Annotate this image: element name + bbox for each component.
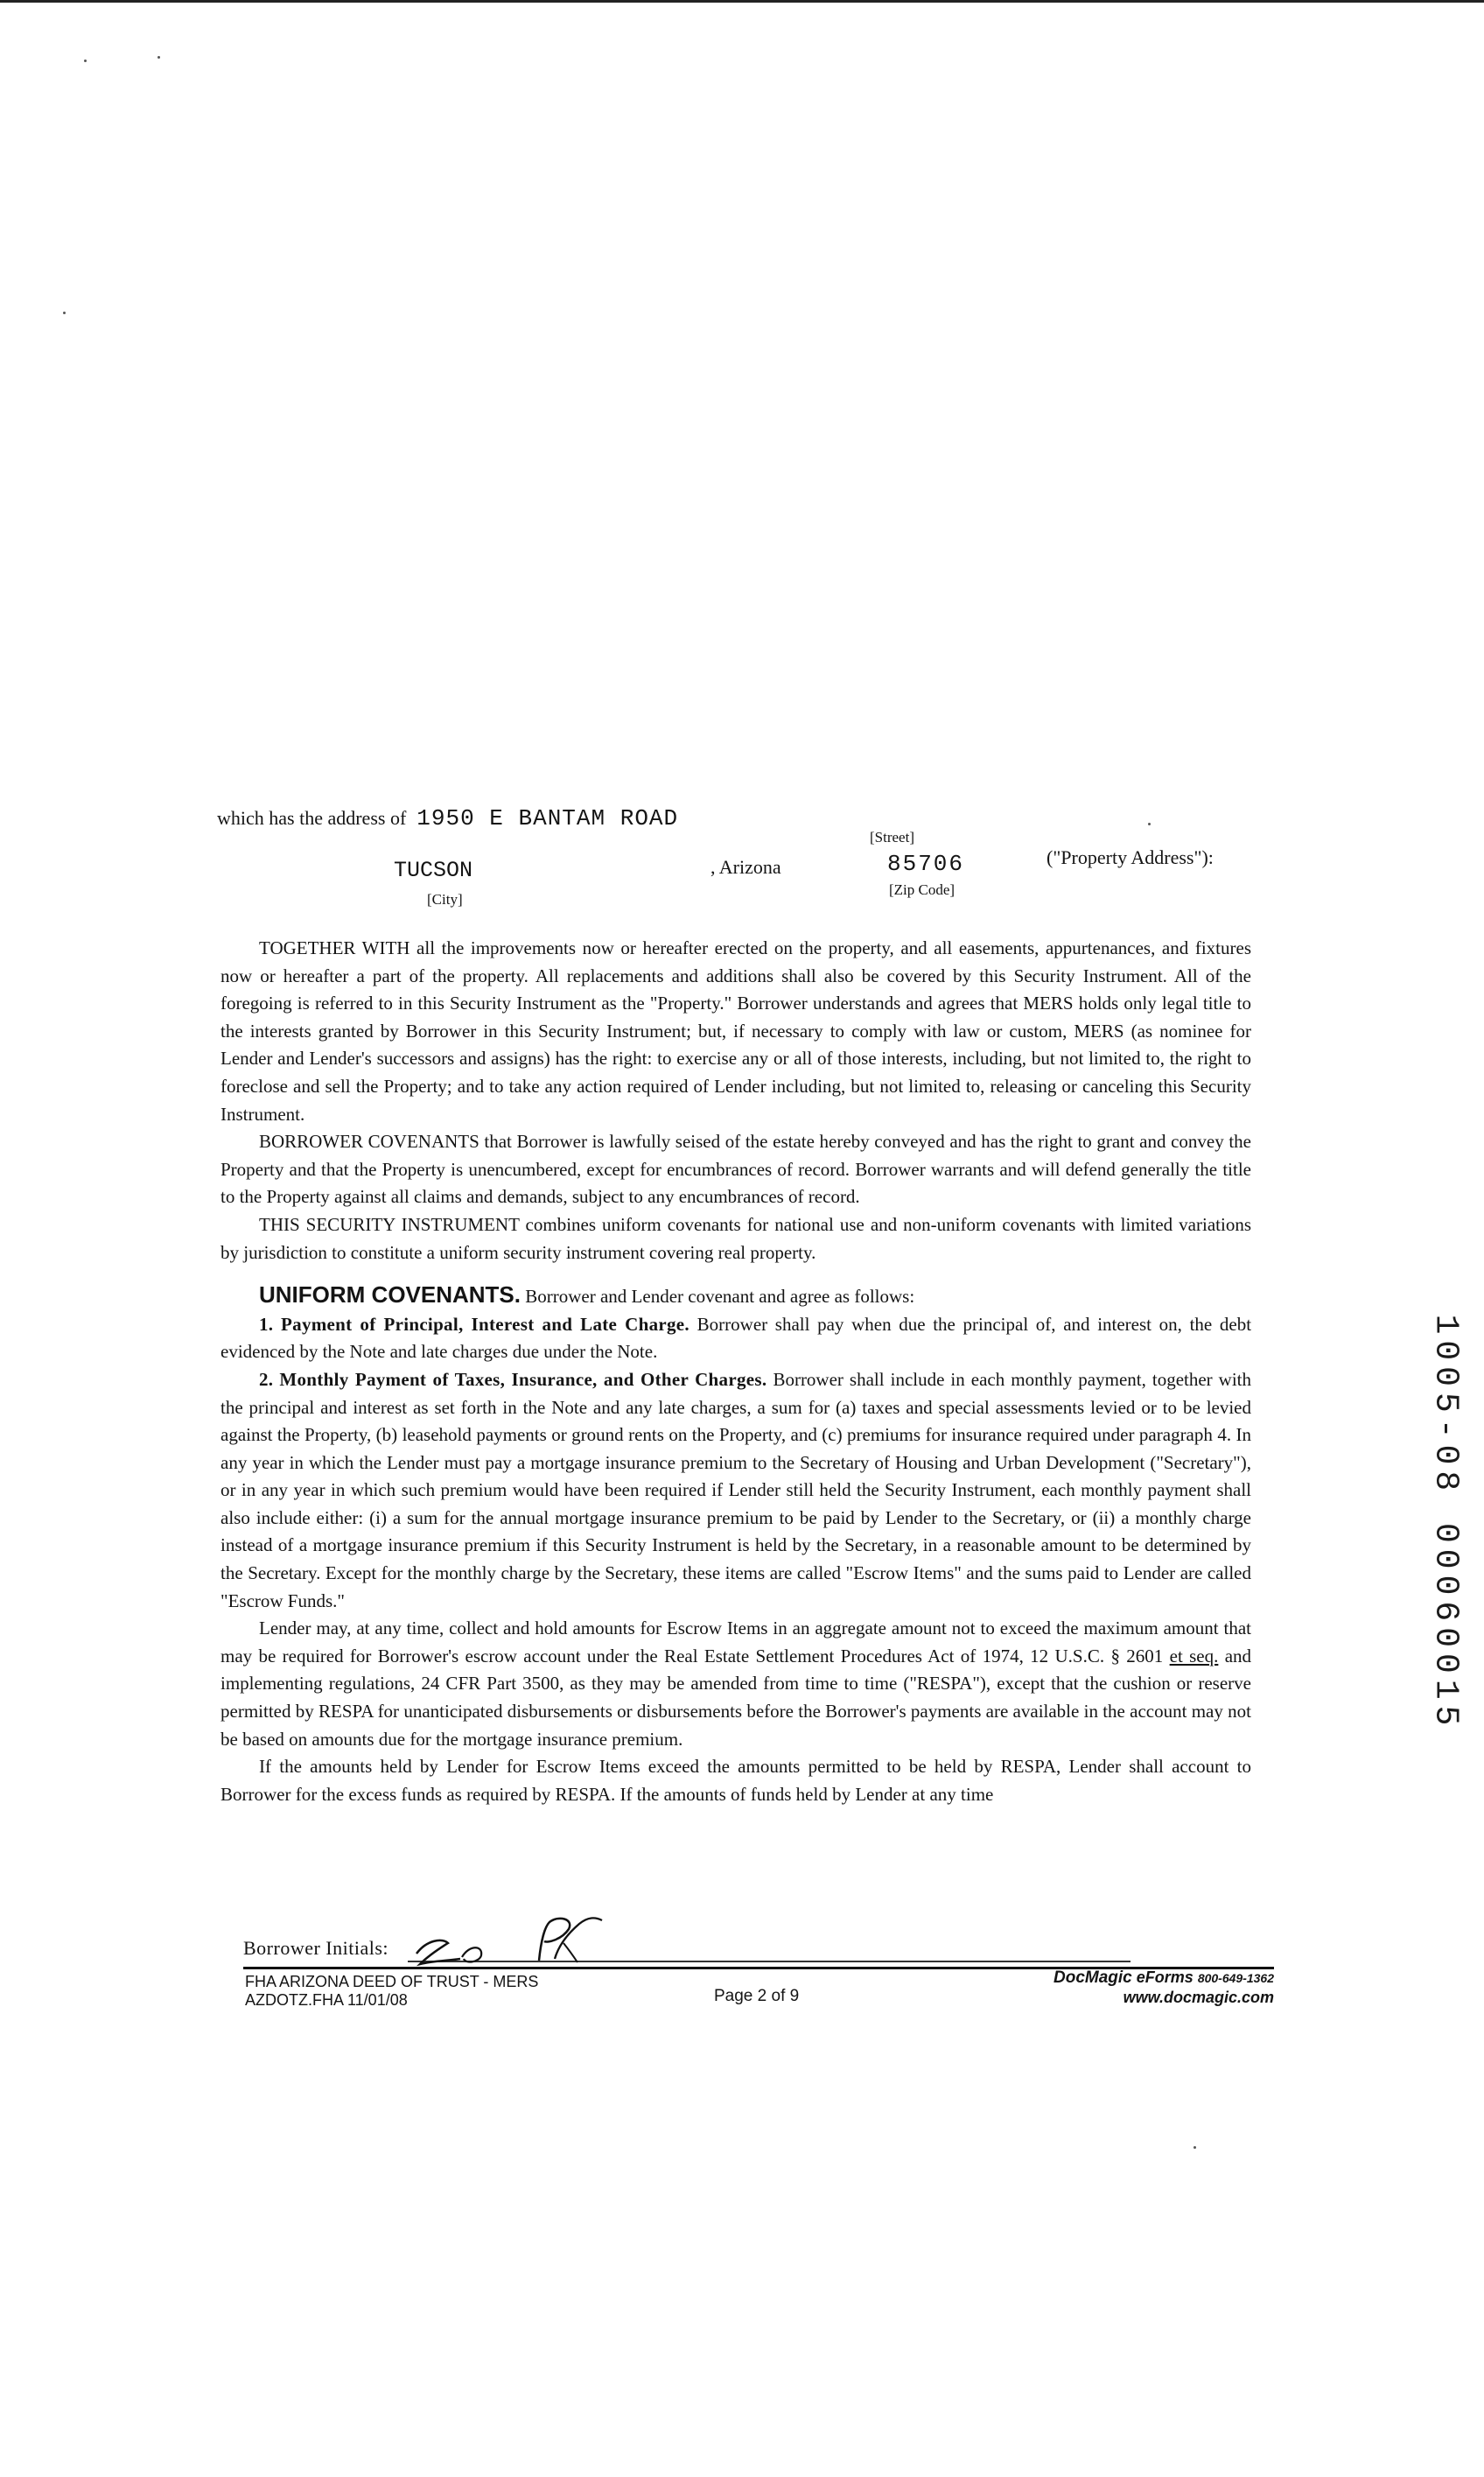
state-value: , Arizona bbox=[710, 856, 781, 878]
vendor-info bbox=[936, 1968, 1274, 2007]
covenant-1-text: Borrower shall pay when due the principal of, and interest on, the debt evidenced by the Note and late charges due under the Note. bbox=[220, 1313, 1252, 1363]
city-label: [City] bbox=[427, 891, 463, 908]
city-value: TUCSON bbox=[394, 858, 473, 883]
security-instrument-paragraph: THIS SECURITY INSTRUMENT combines uniform covenants for national use and non-uniform covenants with limited variations by jurisdiction to constitute a uniform security instrument covering real property. bbox=[220, 1213, 1251, 1263]
margin-recording-stamp: 1005-08 00060015 bbox=[1426, 1314, 1465, 1732]
lender-may-text-b: and implementing regulations, 24 CFR Part 3500, as they may be amended from time to time ("RESPA"), except that the cushion or reserve permitted by RESPA for unanticipated disbursements or disbursements before the Borrower's payments are available in the account may not be based on amounts due for the mortgage insurance premium. bbox=[220, 1645, 1252, 1750]
address-intro: which has the address of bbox=[217, 807, 407, 829]
scan-speck bbox=[84, 60, 87, 62]
covenant-2-text: Borrower shall include in each monthly payment, together with the principal and interest as set forth in the Note and any late charges, a sum for (a) taxes and special assessments levied or to be levied against the Property, (b) leasehold payments or ground rents on the Property, and (c) premiums for insurance required under paragraph 4. In any year in which the Lender must pay a mortgage insurance premium to the Secretary of Housing and Urban Development ("Secretary"), or in any year in which such premium would have been required if Lender still held the Security Instrument, each monthly payment shall also include either: (i) a sum for the annual mortgage insurance premium to be paid by Lender to the Secretary, or (ii) a monthly charge instead of a mortgage insurance premium if this Security Instrument is held by the Secretary, in a reasonable amount to be determined by the Secretary. Except for the monthly charge by the Secretary, these items are called "Escrow Items" and the sums paid to Lender are called "Escrow Funds." bbox=[220, 1368, 1252, 1611]
et-seq-text: et seq. bbox=[1169, 1645, 1219, 1667]
vendor-brand-forms: eForms bbox=[1136, 1968, 1194, 1986]
top-edge-line bbox=[0, 0, 1484, 3]
zip-value: 85706 bbox=[887, 851, 965, 877]
street-label: [Street] bbox=[870, 829, 914, 846]
lender-may-paragraph bbox=[220, 1615, 1251, 1753]
covenant-2-title: Monthly Payment of Taxes, Insurance, and Other Charges. bbox=[279, 1368, 767, 1390]
street-value: 1950 E BANTAM ROAD bbox=[416, 805, 679, 832]
uniform-covenants-intro: Borrower and Lender covenant and agree as follows: bbox=[525, 1286, 915, 1308]
vendor-phone: 800-649-1362 bbox=[1197, 1971, 1274, 1985]
property-address-label: ("Property Address"): bbox=[1046, 846, 1214, 868]
borrower-covenants-paragraph: BORROWER COVENANTS that Borrower is lawfully seised of the estate hereby conveyed and has the right to grant and convey the Property and that the Property is unencumbered, except for encumbrances of record. Borrower warrants and will defend generally the title to the Property against all claims and demands, subject to any encumbrances of record. bbox=[220, 1131, 1251, 1208]
page-number: Page 2 of 9 bbox=[714, 1987, 800, 2005]
scan-speck bbox=[1194, 2146, 1196, 2149]
zip-label: [Zip Code] bbox=[889, 881, 956, 898]
covenant-2 bbox=[220, 1366, 1251, 1615]
borrower-initials-label: Borrower Initials: bbox=[243, 1937, 389, 1959]
form-code: AZDOTZ.FHA 11/01/08 bbox=[245, 1991, 408, 2009]
form-name: FHA ARIZONA DEED OF TRUST - MERS bbox=[245, 1973, 539, 1990]
scan-speck bbox=[158, 56, 160, 59]
together-with-paragraph: TOGETHER WITH all the improvements now or hereafter erected on the property, and all easements, appurtenances, and fixtures now or hereafter a part of the property. All replacements and additions shall also be covered by this Security Instrument. All of the foregoing is referred to in this Security Instrument as the "Property." Borrower understands and agrees that MERS holds only legal title to the interests granted by Borrower in this Security Instrument; but, if necessary to comply with law or custom, MERS (as nominee for Lender and Lender's successors and assigns) has the right: to exercise any or all of those interests, including, but not limited to, the right to foreclose and sell the Property; and to take any action required of Lender including, but not limited to, releasing or canceling this Security Instrument. bbox=[220, 937, 1251, 1125]
covenant-1-title: Payment of Principal, Interest and Late Charge. bbox=[281, 1313, 690, 1335]
form-info bbox=[245, 1973, 538, 2010]
vendor-brand: DocMagic bbox=[1054, 1968, 1132, 1987]
covenant-2-number: 2. bbox=[259, 1368, 274, 1390]
uniform-covenants-heading bbox=[220, 1281, 1251, 1311]
address-line bbox=[217, 805, 678, 832]
uniform-covenants-title: UNIFORM COVENANTS. bbox=[259, 1281, 521, 1309]
if-amounts-paragraph: If the amounts held by Lender for Escrow Items exceed the amounts permitted to be held by RESPA, Lender shall account to Borrower for the excess funds as required by RESPA. If the amounts of funds held by Lender at any time bbox=[220, 1756, 1251, 1805]
lender-may-text-a: Lender may, at any time, collect and hold amounts for Escrow Items in an aggregate amount not to exceed the maximum amount that may be required for Borrower's escrow account under the Real Estate Settlement Procedures Act of 1974, 12 U.S.C. § 2601 bbox=[220, 1617, 1251, 1667]
scan-speck bbox=[63, 312, 66, 314]
vendor-website: www.docmagic.com bbox=[1123, 1989, 1274, 2006]
covenant-1 bbox=[220, 1311, 1251, 1366]
covenant-1-number: 1. bbox=[259, 1313, 274, 1335]
scan-speck bbox=[1148, 823, 1151, 825]
body-text bbox=[220, 935, 1251, 1808]
